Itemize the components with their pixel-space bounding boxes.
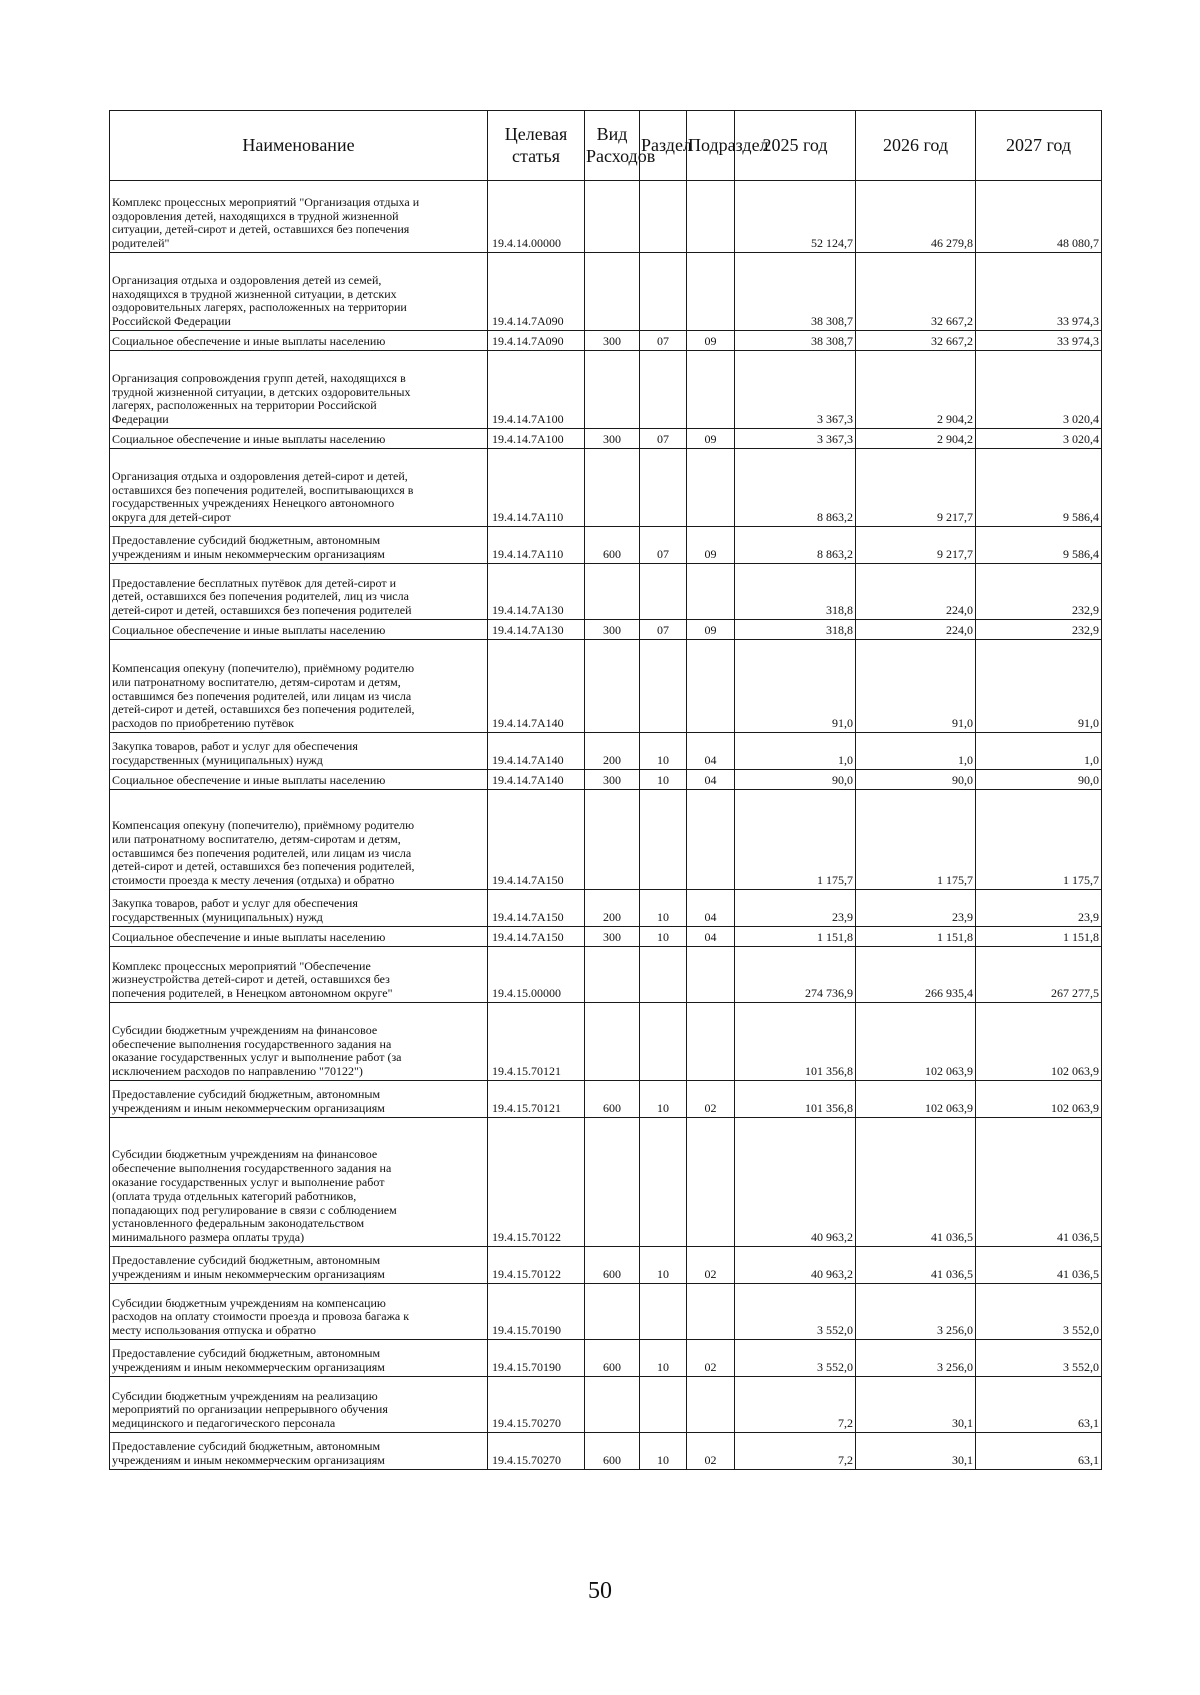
row-amount-2027: 1,0 bbox=[976, 733, 1102, 770]
row-expense-type: 200 bbox=[585, 890, 640, 927]
row-section bbox=[640, 1284, 687, 1340]
row-amount-2025: 91,0 bbox=[735, 640, 856, 733]
row-expense-type bbox=[585, 449, 640, 527]
table-row bbox=[110, 620, 1102, 640]
row-expense-type: 600 bbox=[585, 1433, 640, 1470]
row-target-article: 19.4.14.7А090 bbox=[488, 331, 585, 351]
row-section: 10 bbox=[640, 1081, 687, 1118]
row-target-article: 19.4.14.7А140 bbox=[488, 733, 585, 770]
row-subsection: 09 bbox=[687, 331, 735, 351]
row-amount-2027: 3 552,0 bbox=[976, 1340, 1102, 1377]
row-amount-2026: 90,0 bbox=[856, 770, 976, 790]
table-row bbox=[110, 1081, 1102, 1118]
row-target-article: 19.4.14.7А110 bbox=[488, 527, 585, 564]
row-subsection: 04 bbox=[687, 733, 735, 770]
row-amount-2025: 1,0 bbox=[735, 733, 856, 770]
row-amount-2027: 33 974,3 bbox=[976, 331, 1102, 351]
row-amount-2026: 2 904,2 bbox=[856, 429, 976, 449]
row-name: Предоставление субсидий бюджетным, автономным учреждениям и иным некоммерческим организациям bbox=[110, 1247, 488, 1284]
row-subsection bbox=[687, 253, 735, 331]
row-amount-2026: 23,9 bbox=[856, 890, 976, 927]
row-amount-2027: 9 586,4 bbox=[976, 527, 1102, 564]
header-target-article: Целевая статья bbox=[488, 111, 585, 181]
row-amount-2025: 274 736,9 bbox=[735, 947, 856, 1003]
row-name: Социальное обеспечение и иные выплаты населению bbox=[110, 331, 488, 351]
row-amount-2027: 63,1 bbox=[976, 1377, 1102, 1433]
row-name: Организация отдыха и оздоровления детей-сирот и детей, оставшихся без попечения родителей, воспитывающихся в государственных учреждениях Ненецкого автономного округа для детей-сирот bbox=[110, 449, 488, 527]
row-amount-2026: 91,0 bbox=[856, 640, 976, 733]
row-name: Предоставление субсидий бюджетным, автономным учреждениям и иным некоммерческим организациям bbox=[110, 527, 488, 564]
row-amount-2025: 3 367,3 bbox=[735, 429, 856, 449]
row-expense-type bbox=[585, 1377, 640, 1433]
row-section: 07 bbox=[640, 429, 687, 449]
header-year-2025: 2025 год bbox=[735, 111, 856, 181]
row-amount-2026: 3 256,0 bbox=[856, 1284, 976, 1340]
row-name: Комплекс процессных мероприятий "Обеспечение жизнеустройства детей-сирот и детей, оставшихся без попечения родителей, в Ненецком автономном округе" bbox=[110, 947, 488, 1003]
row-amount-2026: 102 063,9 bbox=[856, 1081, 976, 1118]
row-amount-2026: 32 667,2 bbox=[856, 253, 976, 331]
page-number: 50 bbox=[588, 1578, 612, 1604]
row-subsection bbox=[687, 564, 735, 620]
row-section bbox=[640, 1003, 687, 1081]
row-section bbox=[640, 947, 687, 1003]
row-section: 10 bbox=[640, 927, 687, 947]
table-row bbox=[110, 449, 1102, 527]
row-amount-2026: 3 256,0 bbox=[856, 1340, 976, 1377]
table-row bbox=[110, 1118, 1102, 1247]
row-expense-type: 600 bbox=[585, 527, 640, 564]
row-amount-2025: 38 308,7 bbox=[735, 253, 856, 331]
row-target-article: 19.4.15.70121 bbox=[488, 1081, 585, 1118]
row-amount-2026: 41 036,5 bbox=[856, 1118, 976, 1247]
row-expense-type bbox=[585, 790, 640, 890]
row-target-article: 19.4.15.70270 bbox=[488, 1377, 585, 1433]
row-expense-type: 600 bbox=[585, 1081, 640, 1118]
row-target-article: 19.4.14.7А130 bbox=[488, 620, 585, 640]
row-name: Организация сопровождения групп детей, находящихся в трудной жизненной ситуации, в детских оздоровительных лагерях, расположенных на территории Российской Федерации bbox=[110, 351, 488, 429]
table-body bbox=[110, 181, 1102, 1470]
row-section bbox=[640, 181, 687, 253]
row-amount-2027: 33 974,3 bbox=[976, 253, 1102, 331]
row-expense-type: 300 bbox=[585, 927, 640, 947]
row-subsection bbox=[687, 790, 735, 890]
row-expense-type bbox=[585, 1118, 640, 1247]
row-amount-2027: 102 063,9 bbox=[976, 1003, 1102, 1081]
header-expense-type: Вид Расходов bbox=[585, 111, 640, 181]
row-expense-type: 300 bbox=[585, 620, 640, 640]
row-name: Субсидии бюджетным учреждениям на финансовое обеспечение выполнения государственного задания на оказание государственных услуг и выполнение работ (оплата труда отдельных категорий работников, попадающих под регулирование в связи с соблюдением установленного федеральным законодательством минимального размера оплаты труда) bbox=[110, 1118, 488, 1247]
row-expense-type: 600 bbox=[585, 1247, 640, 1284]
row-amount-2025: 318,8 bbox=[735, 620, 856, 640]
row-section: 07 bbox=[640, 527, 687, 564]
row-expense-type bbox=[585, 564, 640, 620]
row-amount-2025: 90,0 bbox=[735, 770, 856, 790]
row-target-article: 19.4.15.70122 bbox=[488, 1247, 585, 1284]
row-amount-2026: 9 217,7 bbox=[856, 527, 976, 564]
row-amount-2025: 7,2 bbox=[735, 1433, 856, 1470]
row-expense-type: 600 bbox=[585, 1340, 640, 1377]
row-target-article: 19.4.15.70190 bbox=[488, 1340, 585, 1377]
row-target-article: 19.4.14.7А140 bbox=[488, 770, 585, 790]
row-amount-2026: 1,0 bbox=[856, 733, 976, 770]
row-amount-2027: 1 175,7 bbox=[976, 790, 1102, 890]
table-row bbox=[110, 770, 1102, 790]
row-subsection: 02 bbox=[687, 1081, 735, 1118]
row-amount-2026: 9 217,7 bbox=[856, 449, 976, 527]
row-subsection bbox=[687, 1377, 735, 1433]
row-amount-2026: 41 036,5 bbox=[856, 1247, 976, 1284]
row-amount-2025: 318,8 bbox=[735, 564, 856, 620]
row-amount-2025: 1 151,8 bbox=[735, 927, 856, 947]
row-expense-type bbox=[585, 181, 640, 253]
row-name: Социальное обеспечение и иные выплаты населению bbox=[110, 770, 488, 790]
row-name: Комплекс процессных мероприятий "Организация отдыха и оздоровления детей, находящихся в трудной жизненной ситуации, детей-сирот и детей, оставшихся без попечения родителей" bbox=[110, 181, 488, 253]
row-subsection bbox=[687, 947, 735, 1003]
row-amount-2026: 32 667,2 bbox=[856, 331, 976, 351]
row-name: Компенсация опекуну (попечителю), приёмному родителю или патронатному воспитателю, детям-сиротам и детям, оставшимся без попечения родителей, или лицам из числа детей-сирот и детей, оставшихся без попечения родителей, расходов по приобретению путёвок bbox=[110, 640, 488, 733]
row-subsection bbox=[687, 640, 735, 733]
row-subsection: 04 bbox=[687, 927, 735, 947]
row-name: Компенсация опекуну (попечителю), приёмному родителю или патронатному воспитателю, детям-сиротам и детям, оставшимся без попечения родителей, или лицам из числа детей-сирот и детей, оставшихся без попечения родителей, стоимости проезда к месту лечения (отдыха) и обратно bbox=[110, 790, 488, 890]
row-target-article: 19.4.14.7А090 bbox=[488, 253, 585, 331]
row-name: Субсидии бюджетным учреждениям на финансовое обеспечение выполнения государственного задания на оказание государственных услуг и выполнение работ (за исключением расходов по направлению "70122") bbox=[110, 1003, 488, 1081]
row-amount-2025: 40 963,2 bbox=[735, 1118, 856, 1247]
row-amount-2027: 91,0 bbox=[976, 640, 1102, 733]
row-section: 07 bbox=[640, 620, 687, 640]
row-target-article: 19.4.14.7А100 bbox=[488, 351, 585, 429]
budget-table bbox=[109, 110, 1102, 1470]
row-section bbox=[640, 253, 687, 331]
row-name: Предоставление субсидий бюджетным, автономным учреждениям и иным некоммерческим организациям bbox=[110, 1081, 488, 1118]
row-section: 10 bbox=[640, 1340, 687, 1377]
row-target-article: 19.4.14.7А100 bbox=[488, 429, 585, 449]
row-amount-2025: 52 124,7 bbox=[735, 181, 856, 253]
row-name: Предоставление субсидий бюджетным, автономным учреждениям и иным некоммерческим организациям bbox=[110, 1340, 488, 1377]
row-amount-2026: 102 063,9 bbox=[856, 1003, 976, 1081]
row-amount-2027: 48 080,7 bbox=[976, 181, 1102, 253]
row-target-article: 19.4.14.7А140 bbox=[488, 640, 585, 733]
row-amount-2027: 3 020,4 bbox=[976, 351, 1102, 429]
row-target-article: 19.4.14.7А150 bbox=[488, 890, 585, 927]
table-row bbox=[110, 181, 1102, 253]
row-expense-type: 300 bbox=[585, 770, 640, 790]
row-amount-2025: 40 963,2 bbox=[735, 1247, 856, 1284]
row-section bbox=[640, 564, 687, 620]
table-row bbox=[110, 1377, 1102, 1433]
table-row bbox=[110, 733, 1102, 770]
table-row bbox=[110, 1284, 1102, 1340]
row-subsection: 09 bbox=[687, 429, 735, 449]
row-amount-2025: 3 552,0 bbox=[735, 1340, 856, 1377]
row-name: Социальное обеспечение и иные выплаты населению bbox=[110, 429, 488, 449]
row-amount-2026: 224,0 bbox=[856, 620, 976, 640]
table-row bbox=[110, 1433, 1102, 1470]
row-expense-type bbox=[585, 640, 640, 733]
row-target-article: 19.4.14.00000 bbox=[488, 181, 585, 253]
row-amount-2026: 2 904,2 bbox=[856, 351, 976, 429]
row-amount-2027: 41 036,5 bbox=[976, 1118, 1102, 1247]
row-amount-2027: 3 552,0 bbox=[976, 1284, 1102, 1340]
row-section: 10 bbox=[640, 1433, 687, 1470]
table-row bbox=[110, 1340, 1102, 1377]
row-name: Субсидии бюджетным учреждениям на реализацию мероприятий по организации непрерывного обучения медицинского и педагогического персонала bbox=[110, 1377, 488, 1433]
table-row bbox=[110, 351, 1102, 429]
row-name: Субсидии бюджетным учреждениям на компенсацию расходов на оплату стоимости проезда и провоза багажа к месту использования отпуска и обратно bbox=[110, 1284, 488, 1340]
row-amount-2025: 101 356,8 bbox=[735, 1003, 856, 1081]
row-amount-2025: 3 367,3 bbox=[735, 351, 856, 429]
row-subsection bbox=[687, 449, 735, 527]
row-expense-type bbox=[585, 947, 640, 1003]
row-subsection: 04 bbox=[687, 890, 735, 927]
table-row bbox=[110, 927, 1102, 947]
table-row bbox=[110, 331, 1102, 351]
row-amount-2027: 41 036,5 bbox=[976, 1247, 1102, 1284]
row-section bbox=[640, 1377, 687, 1433]
row-section: 10 bbox=[640, 733, 687, 770]
row-subsection: 02 bbox=[687, 1340, 735, 1377]
table-row bbox=[110, 253, 1102, 331]
row-target-article: 19.4.14.7А150 bbox=[488, 927, 585, 947]
row-amount-2027: 63,1 bbox=[976, 1433, 1102, 1470]
row-amount-2026: 30,1 bbox=[856, 1433, 976, 1470]
row-subsection bbox=[687, 351, 735, 429]
row-target-article: 19.4.14.7А150 bbox=[488, 790, 585, 890]
row-amount-2026: 266 935,4 bbox=[856, 947, 976, 1003]
row-amount-2026: 1 151,8 bbox=[856, 927, 976, 947]
row-target-article: 19.4.15.70190 bbox=[488, 1284, 585, 1340]
row-amount-2027: 90,0 bbox=[976, 770, 1102, 790]
row-expense-type: 300 bbox=[585, 429, 640, 449]
row-amount-2026: 46 279,8 bbox=[856, 181, 976, 253]
table-row bbox=[110, 1003, 1102, 1081]
row-name: Социальное обеспечение и иные выплаты населению bbox=[110, 927, 488, 947]
row-section: 10 bbox=[640, 1247, 687, 1284]
row-subsection: 02 bbox=[687, 1433, 735, 1470]
row-amount-2025: 101 356,8 bbox=[735, 1081, 856, 1118]
table-row bbox=[110, 564, 1102, 620]
row-subsection: 04 bbox=[687, 770, 735, 790]
row-subsection bbox=[687, 181, 735, 253]
header-name: Наименование bbox=[110, 111, 488, 181]
row-amount-2027: 232,9 bbox=[976, 620, 1102, 640]
row-amount-2026: 224,0 bbox=[856, 564, 976, 620]
row-name: Предоставление субсидий бюджетным, автономным учреждениям и иным некоммерческим организациям bbox=[110, 1433, 488, 1470]
row-section bbox=[640, 449, 687, 527]
table-row bbox=[110, 429, 1102, 449]
row-section bbox=[640, 640, 687, 733]
row-amount-2027: 23,9 bbox=[976, 890, 1102, 927]
row-section bbox=[640, 351, 687, 429]
table-header-row bbox=[110, 111, 1102, 181]
row-expense-type bbox=[585, 351, 640, 429]
row-expense-type bbox=[585, 253, 640, 331]
row-name: Закупка товаров, работ и услуг для обеспечения государственных (муниципальных) нужд bbox=[110, 890, 488, 927]
row-amount-2025: 8 863,2 bbox=[735, 449, 856, 527]
header-subsection: Подраздел bbox=[687, 111, 735, 181]
row-subsection: 09 bbox=[687, 527, 735, 564]
row-expense-type bbox=[585, 1003, 640, 1081]
row-name: Организация отдыха и оздоровления детей из семей, находящихся в трудной жизненной ситуации, в детских оздоровительных лагерях, расположенных на территории Российской Федерации bbox=[110, 253, 488, 331]
row-expense-type: 300 bbox=[585, 331, 640, 351]
row-subsection: 02 bbox=[687, 1247, 735, 1284]
header-year-2027: 2027 год bbox=[976, 111, 1102, 181]
row-amount-2026: 30,1 bbox=[856, 1377, 976, 1433]
row-name: Предоставление бесплатных путёвок для детей-сирот и детей, оставшихся без попечения родителей, лиц из числа детей-сирот и детей, оставшихся без попечения родителей bbox=[110, 564, 488, 620]
row-amount-2027: 232,9 bbox=[976, 564, 1102, 620]
row-amount-2026: 1 175,7 bbox=[856, 790, 976, 890]
row-section: 10 bbox=[640, 770, 687, 790]
row-amount-2025: 23,9 bbox=[735, 890, 856, 927]
row-amount-2025: 1 175,7 bbox=[735, 790, 856, 890]
table-row bbox=[110, 790, 1102, 890]
row-target-article: 19.4.14.7А130 bbox=[488, 564, 585, 620]
row-amount-2025: 7,2 bbox=[735, 1377, 856, 1433]
row-name: Закупка товаров, работ и услуг для обеспечения государственных (муниципальных) нужд bbox=[110, 733, 488, 770]
row-target-article: 19.4.15.70270 bbox=[488, 1433, 585, 1470]
row-name: Социальное обеспечение и иные выплаты населению bbox=[110, 620, 488, 640]
row-amount-2027: 9 586,4 bbox=[976, 449, 1102, 527]
row-target-article: 19.4.15.70121 bbox=[488, 1003, 585, 1081]
table-row bbox=[110, 1247, 1102, 1284]
header-year-2026: 2026 год bbox=[856, 111, 976, 181]
row-expense-type bbox=[585, 1284, 640, 1340]
table-row bbox=[110, 640, 1102, 733]
row-expense-type: 200 bbox=[585, 733, 640, 770]
row-section bbox=[640, 790, 687, 890]
row-amount-2027: 3 020,4 bbox=[976, 429, 1102, 449]
row-subsection: 09 bbox=[687, 620, 735, 640]
row-section: 10 bbox=[640, 890, 687, 927]
row-subsection bbox=[687, 1003, 735, 1081]
header-section: Раздел bbox=[640, 111, 687, 181]
row-subsection bbox=[687, 1118, 735, 1247]
table-row bbox=[110, 947, 1102, 1003]
row-amount-2025: 8 863,2 bbox=[735, 527, 856, 564]
row-target-article: 19.4.15.00000 bbox=[488, 947, 585, 1003]
row-amount-2025: 3 552,0 bbox=[735, 1284, 856, 1340]
row-section: 07 bbox=[640, 331, 687, 351]
row-amount-2025: 38 308,7 bbox=[735, 331, 856, 351]
row-target-article: 19.4.15.70122 bbox=[488, 1118, 585, 1247]
row-section bbox=[640, 1118, 687, 1247]
table-row bbox=[110, 527, 1102, 564]
row-target-article: 19.4.14.7А110 bbox=[488, 449, 585, 527]
row-amount-2027: 102 063,9 bbox=[976, 1081, 1102, 1118]
row-amount-2027: 1 151,8 bbox=[976, 927, 1102, 947]
row-amount-2027: 267 277,5 bbox=[976, 947, 1102, 1003]
table-row bbox=[110, 890, 1102, 927]
row-subsection bbox=[687, 1284, 735, 1340]
